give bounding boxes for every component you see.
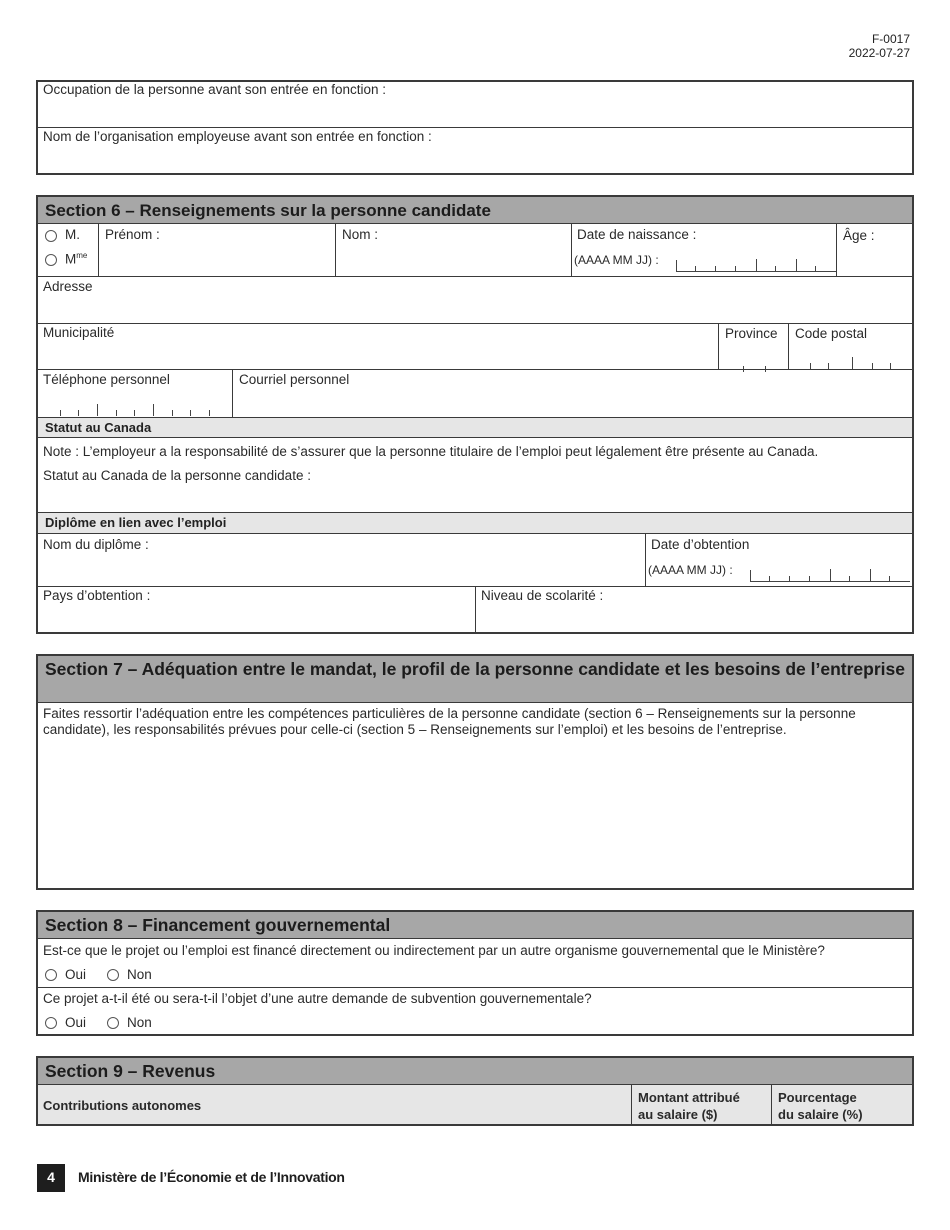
form-code: F-0017 — [871, 32, 910, 46]
diploma-date-input[interactable] — [750, 570, 910, 582]
q2-yes-label: Oui — [65, 1015, 87, 1030]
col-percent-line2: du salaire (%) — [778, 1107, 863, 1122]
birth-date-input[interactable] — [676, 260, 836, 272]
title-m-label: M. — [65, 227, 80, 242]
divider — [631, 1085, 632, 1124]
section-9-title: Section 9 – Revenus — [38, 1058, 912, 1085]
col-amount-line1: Montant attribué — [638, 1090, 740, 1105]
col-contributions: Contributions autonomes — [43, 1098, 202, 1113]
section-8-title: Section 8 – Financement gouvernemental — [38, 912, 912, 939]
question-2: Ce projet a-t-il été ou sera-t-il l’objet d’une autre demande de subvention gouvernementale? — [43, 991, 592, 1006]
radio-mme[interactable] — [45, 254, 57, 266]
address-field[interactable] — [38, 296, 912, 322]
country-field[interactable] — [38, 605, 473, 631]
diploma-name-field[interactable] — [38, 554, 643, 584]
birth-date-label: Date de naissance : — [577, 227, 697, 242]
adequacy-textarea[interactable] — [40, 742, 912, 888]
nom-label: Nom : — [342, 227, 379, 242]
province-label: Province — [725, 326, 778, 341]
divider — [232, 369, 233, 417]
province-input[interactable] — [743, 360, 787, 372]
divider — [771, 1085, 772, 1124]
prenom-field[interactable] — [100, 244, 334, 274]
divider — [37, 276, 913, 277]
age-label: Âge : — [843, 228, 875, 243]
status-note: Note : L’employeur a la responsabilité de s’assurer que la personne titulaire de l’emploi peut légalement être présente au Canada. — [43, 444, 819, 459]
address-label: Adresse — [43, 279, 93, 294]
diploma-name-label: Nom du diplôme : — [43, 537, 149, 552]
page-number: 4 — [37, 1164, 65, 1192]
title-mme-label: $M^{me}$ — [65, 251, 88, 267]
status-label: Statut au Canada de la personne candidate : — [43, 468, 311, 483]
postal-code-input[interactable] — [794, 357, 912, 369]
divider — [836, 224, 837, 276]
education-level-label: Niveau de scolarité : — [481, 588, 604, 603]
age-field[interactable] — [838, 246, 910, 274]
q1-no-label: Non — [127, 967, 152, 982]
phone-input[interactable] — [42, 404, 218, 416]
q1-no-radio[interactable] — [107, 969, 119, 981]
divider — [37, 127, 913, 128]
prenom-label: Prénom : — [105, 227, 160, 242]
col-amount-line2: au salaire ($) — [638, 1107, 718, 1122]
divider — [98, 224, 99, 276]
municipality-field[interactable] — [38, 342, 716, 368]
question-1: Est-ce que le projet ou l’emploi est financé directement ou indirectement par un autre organisme gouvernemental que le Ministère? — [43, 943, 825, 958]
q1-yes-radio[interactable] — [45, 969, 57, 981]
municipality-label: Municipalité — [43, 325, 115, 340]
status-field[interactable] — [38, 486, 912, 511]
divider — [37, 323, 913, 324]
divider — [335, 224, 336, 276]
divider — [475, 586, 476, 632]
organization-field[interactable] — [38, 145, 912, 173]
status-heading: Statut au Canada — [38, 417, 912, 438]
birth-date-format: (AAAA MM JJ) : — [574, 253, 659, 267]
radio-m[interactable] — [45, 230, 57, 242]
nom-field[interactable] — [337, 244, 570, 274]
phone-label: Téléphone personnel — [43, 372, 170, 387]
divider — [37, 369, 913, 370]
diploma-date-format: (AAAA MM JJ) : — [648, 563, 733, 577]
divider — [645, 534, 646, 586]
form-date: 2022-07-27 — [848, 46, 910, 60]
postal-code-label: Code postal — [795, 326, 868, 341]
diploma-heading: Diplôme en lien avec l’emploi — [38, 512, 912, 534]
education-level-field[interactable] — [477, 605, 910, 631]
organization-label: Nom de l’organisation employeuse avant son entrée en fonction : — [43, 129, 432, 144]
q1-yes-label: Oui — [65, 967, 87, 982]
ministry-name: Ministère de l’Économie et de l’Innovation — [78, 1169, 345, 1185]
occupation-field[interactable] — [38, 98, 912, 126]
q2-yes-radio[interactable] — [45, 1017, 57, 1029]
occupation-label: Occupation de la personne avant son entrée en fonction : — [43, 82, 386, 97]
divider — [718, 323, 719, 369]
section-6-title: Section 6 – Renseignements sur la personne candidate — [38, 197, 912, 224]
q2-no-label: Non — [127, 1015, 152, 1030]
diploma-date-label: Date d’obtention — [651, 537, 750, 552]
email-field[interactable] — [234, 389, 910, 415]
section-7-instructions: Faites ressortir l’adéquation entre les compétences particulières de la personne candidate (section 6 – Renseignements sur la personne candidate), les responsabilités prévues pour celle-ci (section 5 – Renseignements sur l’emploi) et les besoins de l’entreprise. — [43, 706, 856, 737]
country-label: Pays d’obtention : — [43, 588, 151, 603]
col-percent-line1: Pourcentage — [778, 1090, 857, 1105]
divider — [37, 987, 913, 988]
divider — [571, 224, 572, 276]
divider — [788, 323, 789, 369]
email-label: Courriel personnel — [239, 372, 350, 387]
section-7-title: Section 7 – Adéquation entre le mandat, le profil de la personne candidate et les besoins de l’entreprise — [38, 656, 912, 703]
q2-no-radio[interactable] — [107, 1017, 119, 1029]
